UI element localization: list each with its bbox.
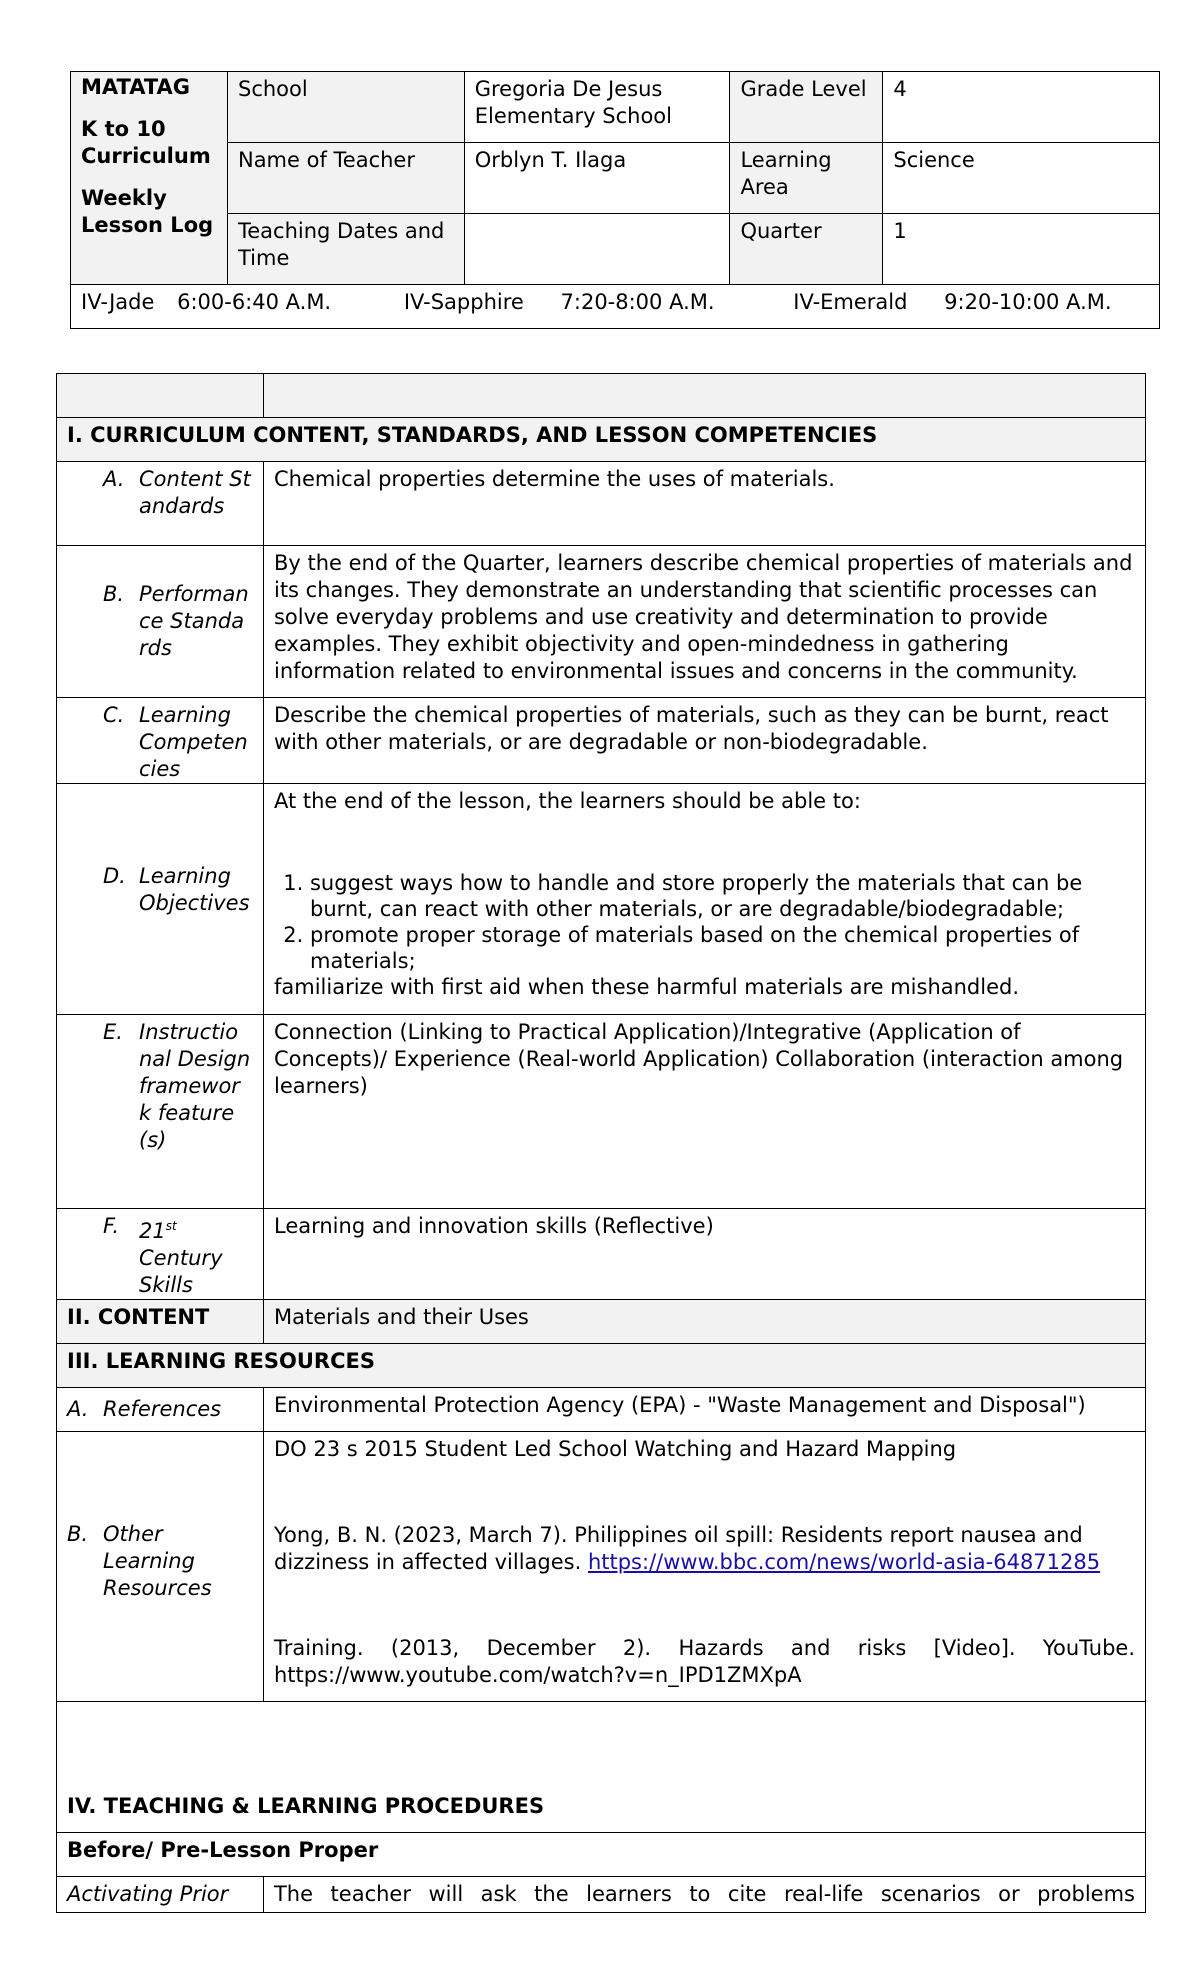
- framework-text: Connection (Linking to Practical Application)/Integrative (Application of Concepts)/ Experience (Real-world Application) Collaboration (interaction among learners): [263, 1015, 1145, 1209]
- row-letter: B.: [67, 1522, 89, 1546]
- schedule-sapphire-time: 7:20-8:00 A.M.: [560, 290, 715, 314]
- skills-label-sup: st: [165, 1219, 177, 1233]
- section-3-title: III. LEARNING RESOURCES: [57, 1344, 1146, 1388]
- section-4-title: IV. TEACHING & LEARNING PROCEDURES: [57, 1702, 1146, 1833]
- objectives-cell: [263, 784, 1145, 1015]
- dates-label: Teaching Dates and Time: [227, 214, 464, 285]
- other-resources-label: [57, 1432, 264, 1702]
- row-label: References: [103, 1397, 222, 1421]
- resource-item-3-line2: https://www.youtube.com/watch?v=n_IPD1ZMXpA: [273, 1663, 802, 1687]
- grade-value: 4: [883, 72, 1160, 143]
- competencies-text: Describe the chemical properties of materials, such as they can be burnt, react with other materials, or are degradable or non-biodegradable.: [263, 698, 1145, 784]
- area-label: Learning Area: [730, 143, 883, 214]
- schedule-jade-time: 6:00-6:40 A.M.: [177, 290, 332, 314]
- references-label: [57, 1388, 264, 1432]
- schedule-emerald-section: IV-Emerald: [793, 290, 908, 314]
- section-2-text: Materials and their Uses: [263, 1300, 1145, 1344]
- activating-prior-label: Activating Prior: [57, 1877, 264, 1913]
- skills-text: Learning and innovation skills (Reflective): [263, 1209, 1145, 1300]
- resource-item-3-line1: Training. (2013, December 2). Hazards and risks [Video]. YouTube.: [273, 1636, 1135, 1660]
- objective-item: 1. suggest ways how to handle and store properly the materials that can be burnt, can react with other materials, or are degradable/biodegradable;: [310, 870, 1135, 922]
- title-curriculum: K to 10 Curriculum: [81, 117, 211, 168]
- performance-standards-text: By the end of the Quarter, learners describe chemical properties of materials and its changes. They demonstrate an understanding that scientific processes can solve everyday problems and use creativity and determination to provide examples. They exhibit objectivity and open-mindedness in gathering information related to environmental issues and concerns in the community.: [263, 546, 1145, 698]
- schedule-row: [71, 285, 1160, 329]
- activating-prior-text: The teacher will ask the learners to cite real-life scenarios or problems: [263, 1877, 1145, 1913]
- objectives-last: familiarize with first aid when these harmful materials are mishandled.: [273, 975, 1020, 999]
- teacher-value: Orblyn T. Ilaga: [464, 143, 730, 214]
- references-text: Environmental Protection Agency (EPA) - "Waste Management and Disposal"): [263, 1388, 1145, 1432]
- resource-item-1: DO 23 s 2015 Student Led School Watching and Hazard Mapping: [273, 1437, 957, 1461]
- content-standards-text: Chemical properties determine the uses of materials.: [263, 462, 1145, 546]
- row-label: Other Learning Resources: [103, 1522, 212, 1600]
- row-letter: A.: [67, 1397, 89, 1421]
- row-letter: A.: [103, 467, 125, 491]
- header-table: [70, 71, 1160, 329]
- objectives-label: [57, 784, 264, 1015]
- pre-lesson-heading: Before/ Pre-Lesson Proper: [57, 1833, 1146, 1877]
- curriculum-title-cell: [71, 72, 228, 285]
- schedule-jade-section: IV-Jade: [81, 290, 155, 314]
- schedule-sapphire-section: IV-Sapphire: [403, 290, 524, 314]
- row-letter: B.: [103, 582, 125, 606]
- resource-item-2-text: Yong, B. N. (2023, March 7). Philippines oil spill: Residents report nausea and dizziness in affected villages.: [273, 1523, 1083, 1574]
- grade-label: Grade Level: [730, 72, 883, 143]
- blank-header-right: [263, 374, 1145, 418]
- schedule-emerald-time: 9:20-10:00 A.M.: [944, 290, 1112, 314]
- dates-value: [464, 214, 730, 285]
- teacher-label: Name of Teacher: [227, 143, 464, 214]
- row-letter: D.: [103, 864, 126, 888]
- quarter-label: Quarter: [730, 214, 883, 285]
- title-matatag: MATATAG: [81, 75, 191, 99]
- row-label: [139, 1213, 251, 1299]
- lesson-table: [56, 373, 1146, 1913]
- row-letter: C.: [103, 703, 125, 727]
- competencies-label: [57, 698, 264, 784]
- school-value: Gregoria De Jesus Elementary School: [464, 72, 730, 143]
- framework-label: [57, 1015, 264, 1209]
- performance-standards-label: [57, 546, 264, 698]
- row-label: Learning Objectives: [139, 864, 250, 915]
- school-label: School: [227, 72, 464, 143]
- area-value: Science: [883, 143, 1160, 214]
- row-label: Content Standards: [139, 467, 251, 518]
- row-label: Performance Standards: [139, 582, 249, 660]
- row-label: Learning Competencies: [139, 703, 248, 781]
- section-1-title: I. CURRICULUM CONTENT, STANDARDS, AND LESSON COMPETENCIES: [57, 418, 1146, 462]
- skills-label-rest: Century Skills: [139, 1246, 223, 1297]
- title-weekly-log: Weekly Lesson Log: [81, 186, 214, 237]
- bbc-news-link[interactable]: https://www.bbc.com/news/world-asia-64871285: [587, 1550, 1101, 1574]
- quarter-value: 1: [883, 214, 1160, 285]
- objectives-intro: At the end of the lesson, the learners should be able to:: [273, 789, 861, 813]
- skills-label-number: 21: [139, 1219, 166, 1243]
- objectives-list: [274, 870, 1135, 974]
- blank-header-left: [57, 374, 264, 418]
- row-letter: F.: [103, 1214, 120, 1238]
- resource-item-2: [274, 1522, 1135, 1576]
- objective-item: 2. promote proper storage of materials based on the chemical properties of materials;: [310, 922, 1135, 974]
- row-letter: E.: [103, 1020, 123, 1044]
- skills-label: [57, 1209, 264, 1300]
- section-2-title: II. CONTENT: [57, 1300, 264, 1344]
- other-resources-cell: [263, 1432, 1145, 1702]
- row-label: Instructional Design framework feature (s): [139, 1020, 251, 1152]
- content-standards-label: [57, 462, 264, 546]
